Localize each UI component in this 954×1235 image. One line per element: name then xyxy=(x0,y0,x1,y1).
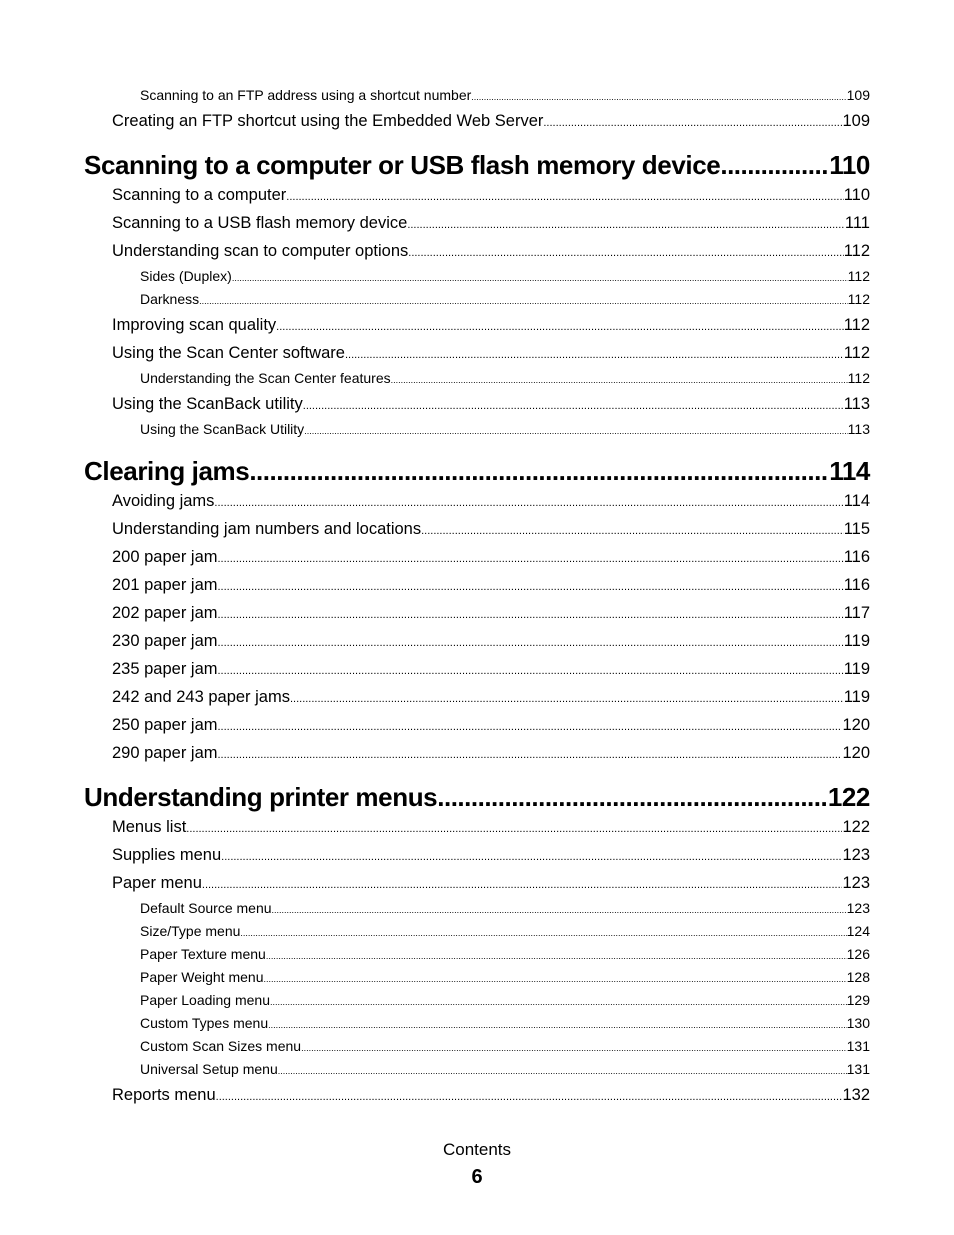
toc-entry-page: 109 xyxy=(842,112,870,130)
toc-entry-title: Sides (Duplex) xyxy=(140,268,232,284)
toc-entry[interactable] xyxy=(112,543,870,571)
toc-entry[interactable] xyxy=(112,390,870,418)
toc-entry-page: 112 xyxy=(847,268,870,284)
dot-leader xyxy=(216,1081,843,1111)
toc-chapter-entry[interactable] xyxy=(84,149,870,181)
toc-entry-title: Scanning to a computer or USB flash memory device xyxy=(84,150,721,180)
dot-leader xyxy=(421,515,844,545)
dot-leader xyxy=(290,683,844,713)
dot-leader xyxy=(218,627,844,657)
toc-entry-page: 120 xyxy=(842,744,870,762)
dot-leader xyxy=(199,288,848,313)
dot-leader xyxy=(218,599,844,629)
dot-leader xyxy=(471,84,846,109)
page-footer xyxy=(0,1138,954,1192)
dot-leader xyxy=(218,571,844,601)
toc-entry-title: 235 paper jam xyxy=(112,660,218,678)
dot-leader xyxy=(301,1035,847,1060)
toc-entry-page: 132 xyxy=(842,1086,870,1104)
dot-leader xyxy=(221,841,842,871)
toc-entry-page: 114 xyxy=(843,492,870,510)
toc-entry[interactable] xyxy=(112,627,870,655)
toc-entry-page: 112 xyxy=(847,291,870,307)
toc-entry-page: 119 xyxy=(843,688,870,706)
toc-entry[interactable] xyxy=(112,571,870,599)
toc-entry[interactable] xyxy=(140,84,870,107)
toc-entry[interactable] xyxy=(112,339,870,367)
toc-entry-title: Paper Texture menu xyxy=(140,946,266,962)
toc-entry-title: Custom Scan Sizes menu xyxy=(140,1038,302,1054)
dot-leader xyxy=(218,711,843,741)
toc-entry[interactable] xyxy=(112,515,870,543)
dot-leader xyxy=(263,966,846,991)
toc-entry[interactable] xyxy=(140,1012,870,1035)
toc-entry-title: Paper menu xyxy=(112,874,202,892)
toc-entry[interactable] xyxy=(112,209,870,237)
dot-leader xyxy=(278,1058,847,1083)
toc-entry-page: 113 xyxy=(843,395,870,413)
toc-entry[interactable] xyxy=(112,739,870,767)
toc-entry[interactable] xyxy=(140,367,870,390)
toc-entry-page: 122 xyxy=(827,782,870,812)
toc-entry[interactable] xyxy=(112,1081,870,1109)
toc-entry-title: 230 paper jam xyxy=(112,632,218,650)
toc-entry-page: 126 xyxy=(846,946,870,962)
toc-entry-title: 202 paper jam xyxy=(112,604,218,622)
dot-leader xyxy=(391,367,848,392)
toc-entry-page: 131 xyxy=(846,1038,870,1054)
dot-leader xyxy=(720,149,829,181)
toc-entry[interactable] xyxy=(140,288,870,311)
toc-entry-page: 112 xyxy=(847,370,870,386)
toc-entry[interactable] xyxy=(112,487,870,515)
toc-entry[interactable] xyxy=(140,943,870,966)
toc-entry-page: 110 xyxy=(829,150,870,180)
toc-entry[interactable] xyxy=(112,237,870,265)
toc-entry-page: 123 xyxy=(846,900,870,916)
toc-entry-title: Menus list xyxy=(112,818,187,836)
toc-entry-page: 123 xyxy=(842,874,870,892)
dot-leader xyxy=(408,237,843,267)
toc-entry-title: Paper Weight menu xyxy=(140,969,264,985)
toc-entry[interactable] xyxy=(140,265,870,288)
toc-entry-title: 200 paper jam xyxy=(112,548,218,566)
dot-leader xyxy=(218,543,844,573)
toc-entry[interactable] xyxy=(112,181,870,209)
toc-entry[interactable] xyxy=(140,897,870,920)
toc-entry-page: 122 xyxy=(842,818,870,836)
toc-entry-title: Using the Scan Center software xyxy=(112,344,345,362)
toc-entry[interactable] xyxy=(112,107,870,135)
dot-leader xyxy=(218,739,843,769)
toc-entry-title: Universal Setup menu xyxy=(140,1061,278,1077)
toc-entry-page: 131 xyxy=(846,1061,870,1077)
toc-entry[interactable] xyxy=(112,813,870,841)
toc-entry-page: 112 xyxy=(843,316,870,334)
toc-entry-title: Understanding scan to computer options xyxy=(112,242,409,260)
toc-entry-title: Darkness xyxy=(140,291,200,307)
toc-entry-title: 201 paper jam xyxy=(112,576,218,594)
dot-leader xyxy=(186,813,842,843)
footer-label: Contents xyxy=(442,1140,512,1159)
toc-entry-title: Scanning to a USB flash memory device xyxy=(112,214,408,232)
toc-entry-title: Scanning to an FTP address using a shortcut number xyxy=(140,87,472,103)
toc-entry-page: 112 xyxy=(843,242,870,260)
toc-entry[interactable] xyxy=(112,655,870,683)
dot-leader xyxy=(276,311,844,341)
toc-entry-page: 129 xyxy=(846,992,870,1008)
toc-entry-title: Understanding the Scan Center features xyxy=(140,370,391,386)
toc-chapter-entry[interactable] xyxy=(84,455,870,487)
toc-entry[interactable] xyxy=(112,711,870,739)
dot-leader xyxy=(249,455,829,487)
dot-leader xyxy=(266,943,847,968)
dot-leader xyxy=(202,869,843,899)
dot-leader xyxy=(240,920,846,945)
toc-entry-page: 119 xyxy=(843,660,870,678)
toc-entry-page: 120 xyxy=(842,716,870,734)
page-number: 6 xyxy=(471,1166,483,1188)
toc-entry[interactable] xyxy=(112,311,870,339)
toc-entry-title: Improving scan quality xyxy=(112,316,277,334)
toc-entry[interactable] xyxy=(140,966,870,989)
toc-entry-page: 110 xyxy=(843,186,870,204)
dot-leader xyxy=(303,390,844,420)
toc-entry[interactable] xyxy=(112,599,870,627)
toc-entry-title: 290 paper jam xyxy=(112,744,218,762)
toc-entry-title: Supplies menu xyxy=(112,846,222,864)
dot-leader xyxy=(543,107,842,137)
toc-entry-title: Default Source menu xyxy=(140,900,272,916)
dot-leader xyxy=(270,989,847,1014)
toc-entry[interactable] xyxy=(140,920,870,943)
toc-entry-title: 242 and 243 paper jams xyxy=(112,688,290,706)
toc-entry-page: 111 xyxy=(844,214,870,232)
toc-entry-title: Avoiding jams xyxy=(112,492,215,510)
toc-entry-page: 112 xyxy=(843,344,870,362)
toc-entry-page: 123 xyxy=(842,846,870,864)
toc-entry-title: Paper Loading menu xyxy=(140,992,270,1008)
toc-entry-title: Using the ScanBack utility xyxy=(112,395,303,413)
dot-leader xyxy=(268,1012,847,1037)
toc-entry[interactable] xyxy=(140,418,870,441)
toc-entry-title: Size/Type menu xyxy=(140,923,241,939)
dot-leader xyxy=(437,781,828,813)
toc-entry-page: 128 xyxy=(846,969,870,985)
dot-leader xyxy=(304,418,847,443)
toc-entry-title: Using the ScanBack Utility xyxy=(140,421,305,437)
toc-entry-title: Understanding printer menus xyxy=(84,782,438,812)
dot-leader xyxy=(232,265,848,290)
toc-entry-title: Clearing jams xyxy=(84,456,250,486)
toc-entry[interactable] xyxy=(112,683,870,711)
toc-entry-page: 109 xyxy=(846,87,870,103)
toc-entry[interactable] xyxy=(140,989,870,1012)
toc-entry-title: Creating an FTP shortcut using the Embedded Web Server xyxy=(112,112,544,130)
toc-entry-page: 116 xyxy=(843,576,870,594)
dot-leader xyxy=(272,897,847,922)
toc-entry-title: 250 paper jam xyxy=(112,716,218,734)
toc-entry-page: 119 xyxy=(843,632,870,650)
dot-leader xyxy=(407,209,845,239)
dot-leader xyxy=(345,339,844,369)
toc-entry-page: 114 xyxy=(829,456,870,486)
toc-entry-title: Scanning to a computer xyxy=(112,186,287,204)
dot-leader xyxy=(218,655,844,685)
toc-entry-page: 130 xyxy=(846,1015,870,1031)
toc-entry[interactable] xyxy=(140,1035,870,1058)
toc-entry-title: Understanding jam numbers and locations xyxy=(112,520,422,538)
toc-entry-page: 124 xyxy=(846,923,870,939)
table-of-contents xyxy=(84,84,870,1109)
toc-entry-title: Custom Types menu xyxy=(140,1015,269,1031)
toc-entry[interactable] xyxy=(112,841,870,869)
toc-entry-page: 115 xyxy=(843,520,870,538)
toc-entry[interactable] xyxy=(140,1058,870,1081)
dot-leader xyxy=(214,487,843,517)
toc-entry-page: 113 xyxy=(847,421,870,437)
toc-entry[interactable] xyxy=(112,869,870,897)
toc-entry-page: 117 xyxy=(843,604,870,622)
toc-chapter-entry[interactable] xyxy=(84,781,870,813)
dot-leader xyxy=(286,181,843,211)
toc-entry-page: 116 xyxy=(843,548,870,566)
toc-entry-title: Reports menu xyxy=(112,1086,216,1104)
